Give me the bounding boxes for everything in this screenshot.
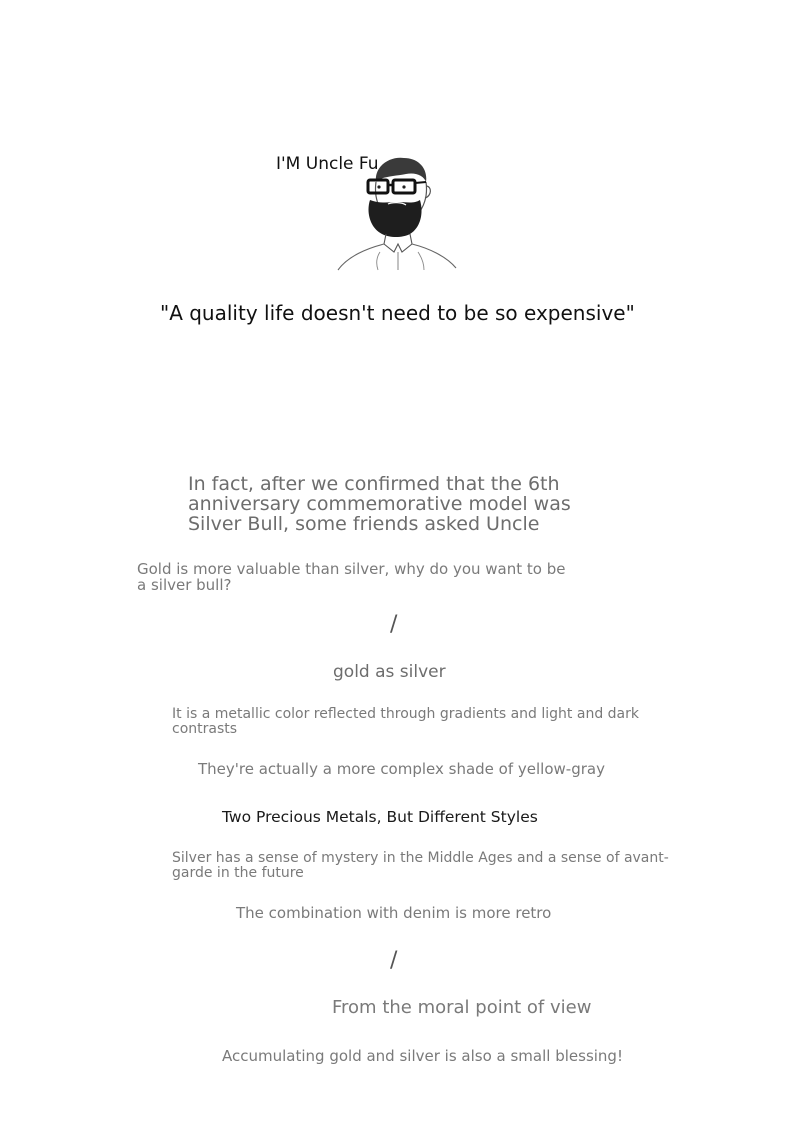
intro-paragraph: In fact, after we confirmed that the 6th anniversary commemorative model was Silver Bull, some friends asked Uncle (188, 473, 571, 535)
question-text: Gold is more valuable than silver, why do you want to be a silver bull? (137, 560, 566, 594)
section-divider: / (390, 612, 398, 637)
section-heading-two-precious-metals: Two Precious Metals, But Different Styles (222, 808, 538, 826)
section-heading-moral-point: From the moral point of view (332, 997, 592, 1018)
section-paragraph: The combination with denim is more retro (236, 904, 552, 922)
slogan-quote: "A quality life doesn't need to be so expensive" (160, 301, 635, 325)
section-paragraph: It is a metallic color reflected through gradients and light and dark contrasts (172, 706, 639, 737)
profile-name-label: I'M Uncle Fu (276, 154, 379, 174)
bearded-man-portrait-icon (332, 152, 460, 272)
section-paragraph: Silver has a sense of mystery in the Middle Ages and a sense of avant-garde in the future (172, 850, 669, 881)
section-paragraph: They're actually a more complex shade of yellow-gray (198, 760, 605, 778)
section-heading-gold-as-silver: gold as silver (333, 662, 446, 682)
section-paragraph: Accumulating gold and silver is also a small blessing! (222, 1047, 623, 1065)
section-divider: / (390, 948, 398, 973)
